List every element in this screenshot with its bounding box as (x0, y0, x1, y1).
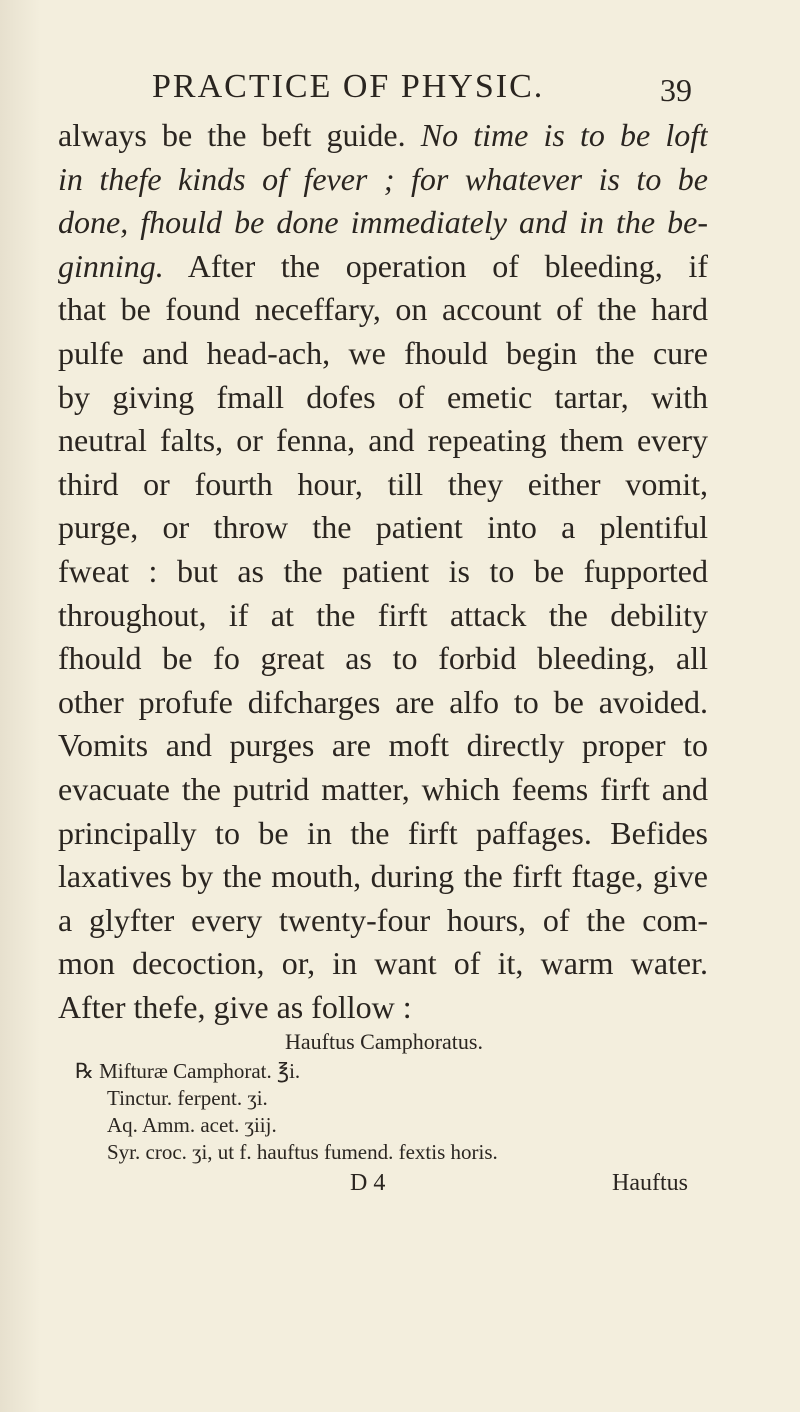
recipe-line: Syr. croc. ʒi, ut f. hauftus fumend. fextis horis. (107, 1140, 498, 1164)
recipe-line: Tinctur. ferpent. ʒi. (107, 1086, 268, 1110)
text-line: pulfe and head-ach, we fhould begin the cure (58, 334, 708, 371)
text-line: a glyfter every twenty-four hours, of the com- (58, 901, 708, 938)
text-line: neutral falts, or fenna, and repeating them every (58, 422, 708, 459)
text-line: other profufe difcharges are alfo to be avoided. (58, 683, 708, 720)
text-line: in thefe kinds of fever ; for whatever is to be (58, 160, 708, 197)
catchword: Hauftus (612, 1170, 688, 1196)
page-footer (0, 1170, 800, 1200)
signature-mark: D 4 (350, 1170, 386, 1196)
text-line: fweat : but as the patient is to be fupported (58, 552, 708, 589)
text-line: purge, or throw the patient into a plentiful (58, 509, 708, 546)
text-line: always be the beft guide. No time is to be loft (58, 117, 708, 153)
text-line: done, fhould be done immediately and in the be- (58, 204, 708, 241)
text-line: fhould be fo great as to forbid bleeding, all (58, 640, 708, 677)
text-line: laxatives by the mouth, during the firft ftage, give (58, 858, 708, 895)
text-line: that be found neceffary, on account of the hard (58, 291, 708, 328)
text-line: ginning. After the operation of bleeding, if (58, 247, 708, 284)
text-line: Vomits and purges are moft directly proper to (58, 727, 708, 764)
recipe-heading: Hauftus Camphoratus. (285, 1029, 483, 1054)
text-line: by giving fmall dofes of emetic tartar, with (58, 378, 708, 415)
text-line: After thefe, give as follow : (58, 988, 412, 1025)
text-line: principally to be in the firft paffages. Befides (58, 814, 708, 851)
text-line: third or fourth hour, till they either vomit, (58, 465, 708, 502)
text-line: evacuate the putrid matter, which feems firft and (58, 770, 708, 807)
recipe-block (75, 1028, 695, 1166)
running-head-title: PRACTICE OF PHYSIC. (152, 68, 545, 105)
recipe-line: Aq. Amm. acet. ʒiij. (107, 1113, 277, 1137)
running-head (152, 68, 692, 108)
text-line: mon decoction, or, in want of it, warm water. (58, 945, 708, 982)
body-text (58, 114, 708, 1029)
page-number: 39 (660, 72, 692, 108)
text-line: throughout, if at the firft attack the debility (58, 596, 708, 633)
recipe-line: ℞ Mifturæ Camphorat. ℥i. (75, 1059, 301, 1083)
